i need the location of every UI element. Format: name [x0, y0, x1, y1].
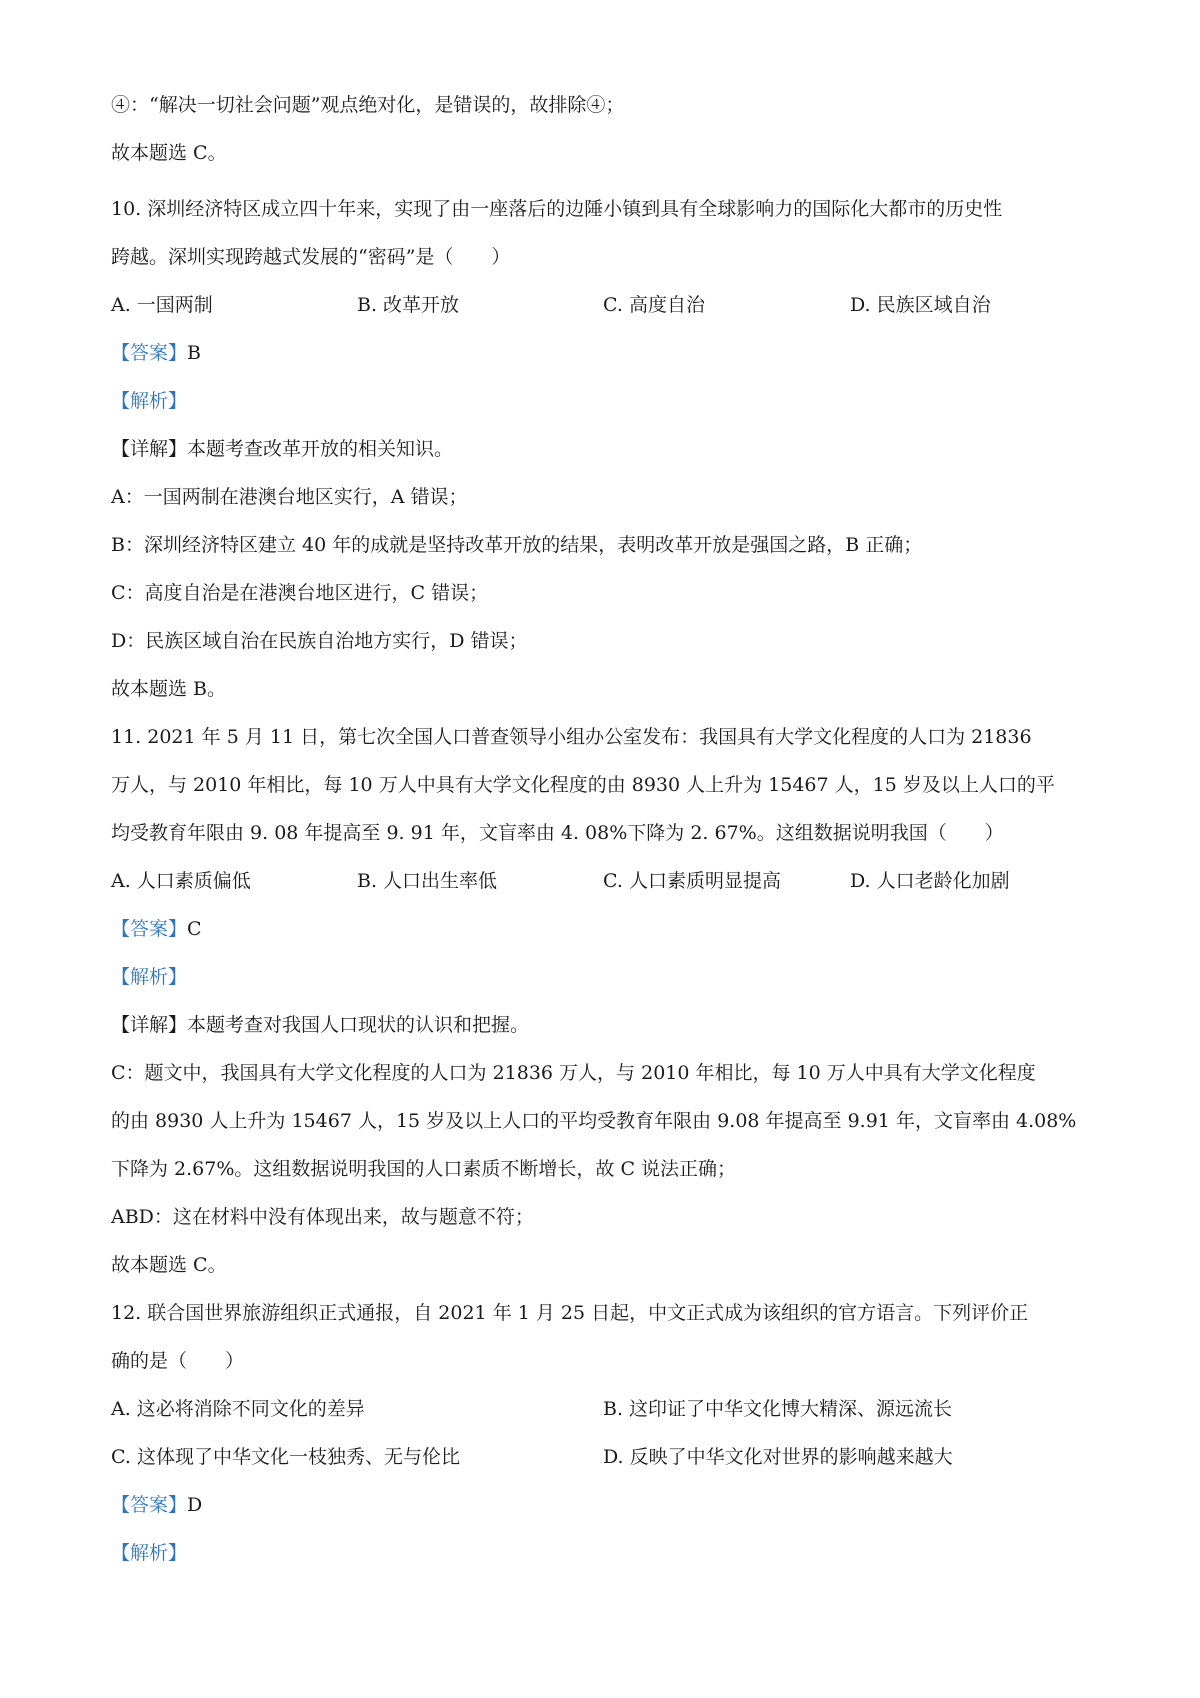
q11-option-a: A. 人口素质偏低	[111, 870, 251, 892]
q11-explanation: 下降为 2.67%。这组数据说明我国的人口素质不断增长，故 C 说法正确；	[111, 1158, 737, 1180]
question-11-stem: 均受教育年限由 9. 08 年提高至 9. 91 年，文盲率由 4. 08%下降为 2. 67%。这组数据说明我国（ ）	[111, 822, 1004, 844]
text-line: ④：“解决一切社会问题”观点绝对化，是错误的，故排除④；	[111, 94, 625, 116]
q10-answer	[111, 340, 1101, 367]
q11-explanation: 的由 8930 人上升为 15467 人，15 岁及以上人口的平均受教育年限由 9.08 年提高至 9.91 年，文盲率由 4.08%	[111, 1110, 1077, 1132]
q10-explanation: A：一国两制在港澳台地区实行，A 错误；	[111, 486, 468, 508]
answer-value: D	[187, 1494, 203, 1516]
q10-analysis-tag: 【解析】	[111, 390, 188, 412]
q10-option-a: A. 一国两制	[111, 294, 213, 316]
question-12-stem: 确的是（ ）	[111, 1350, 245, 1372]
question-12-stem: 12. 联合国世界旅游组织正式通报，自 2021 年 1 月 25 日起，中文正式成为该组织的官方语言。下列评价正	[111, 1302, 1029, 1324]
q12-option-d: D. 反映了中华文化对世界的影响越来越大	[603, 1446, 953, 1468]
question-10-stem: 10. 深圳经济特区成立四十年来，实现了由一座落后的边陲小镇到具有全球影响力的国际化大都市的历史性	[111, 198, 1003, 220]
q11-analysis-tag: 【解析】	[111, 966, 188, 988]
q10-explanation: B：深圳经济特区建立 40 年的成就是坚持改革开放的结果，表明改革开放是强国之路，B 正确；	[111, 534, 923, 556]
q10-detail: 【详解】本题考查改革开放的相关知识。	[111, 438, 454, 460]
q11-option-d: D. 人口老龄化加剧	[850, 870, 1010, 892]
q12-option-a: A. 这必将消除不同文化的差异	[111, 1398, 365, 1420]
answer-tag: 【答案】	[111, 1494, 188, 1516]
answer-value: B	[187, 342, 201, 364]
q10-option-d: D. 民族区域自治	[850, 294, 991, 316]
text-line: 故本题选 C。	[111, 142, 227, 164]
q12-option-c: C. 这体现了中华文化一枝独秀、无与伦比	[111, 1446, 460, 1468]
question-11-stem: 11. 2021 年 5 月 11 日，第七次全国人口普查领导小组办公室发布：我国具有大学文化程度的人口为 21836	[111, 726, 1032, 748]
q10-option-b: B. 改革开放	[357, 294, 460, 316]
q12-analysis-tag: 【解析】	[111, 1542, 188, 1564]
q11-detail: 【详解】本题考查对我国人口现状的认识和把握。	[111, 1014, 530, 1036]
q10-option-c: C. 高度自治	[603, 294, 705, 316]
answer-tag: 【答案】	[111, 342, 188, 364]
question-11-stem: 万人，与 2010 年相比，每 10 万人中具有大学文化程度的由 8930 人上升为 15467 人，15 岁及以上人口的平	[111, 774, 1055, 796]
q12-answer	[111, 1492, 1101, 1519]
question-10-stem: 跨越。深圳实现跨越式发展的“密码”是（ ）	[111, 246, 511, 268]
answer-tag: 【答案】	[111, 918, 188, 940]
q12-option-b: B. 这印证了中华文化博大精深、源远流长	[603, 1398, 953, 1420]
q11-explanation: C：题文中，我国具有大学文化程度的人口为 21836 万人，与 2010 年相比，每 10 万人中具有大学文化程度	[111, 1062, 1036, 1084]
q11-option-b: B. 人口出生率低	[357, 870, 498, 892]
q11-conclusion: 故本题选 C。	[111, 1254, 227, 1276]
q11-explanation: ABD：这在材料中没有体现出来，故与题意不符；	[111, 1206, 534, 1228]
q10-explanation: D：民族区域自治在民族自治地方实行，D 错误；	[111, 630, 528, 652]
q10-explanation: C：高度自治是在港澳台地区进行，C 错误；	[111, 582, 489, 604]
q11-answer	[111, 916, 1101, 943]
q11-option-c: C. 人口素质明显提高	[603, 870, 781, 892]
q10-conclusion: 故本题选 B。	[111, 678, 227, 700]
answer-value: C	[187, 918, 202, 940]
